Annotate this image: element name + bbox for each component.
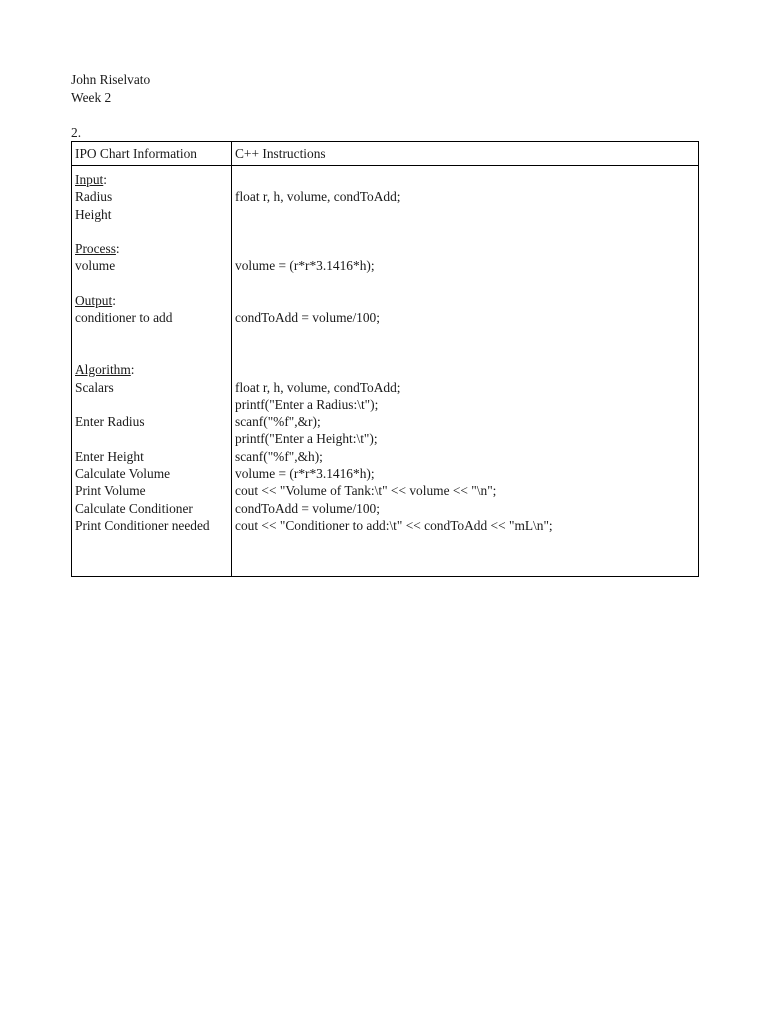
cpp-instructions-cell <box>232 166 699 577</box>
section-heading-colon: : <box>115 241 120 257</box>
table-row <box>72 166 699 577</box>
blank-line <box>75 275 231 292</box>
document-header <box>71 71 150 107</box>
blank-line <box>75 396 231 413</box>
code-line: condToAdd = volume/100; <box>235 500 380 516</box>
blank-line <box>235 223 698 240</box>
section-heading-colon: : <box>112 293 116 309</box>
blank-line <box>75 327 231 344</box>
ipo-item-calculate-volume: Calculate Volume <box>75 466 171 482</box>
code-line: scanf("%f",&h); <box>235 448 323 464</box>
ipo-item-print-volume: Print Volume <box>75 483 146 499</box>
section-heading-process <box>75 240 231 257</box>
ipo-chart-table <box>71 141 699 577</box>
ipo-item-height: Height <box>75 206 112 222</box>
code-line: cout << "Volume of Tank:\t" << volume << "\n"; <box>235 483 497 499</box>
section-heading-colon: : <box>103 172 107 187</box>
ipo-item-print-conditioner-needed: Print Conditioner needed <box>75 517 210 533</box>
ipo-item-radius: Radius <box>75 189 113 205</box>
code-line: volume = (r*r*3.1416*h); <box>235 466 375 482</box>
blank-line <box>75 344 231 361</box>
header-cpp-instructions: C++ Instructions <box>232 142 699 166</box>
code-line: float r, h, volume, condToAdd; <box>235 189 401 205</box>
code-line: condToAdd = volume/100; <box>235 310 380 326</box>
section-heading-label: Algorithm <box>75 362 131 378</box>
code-line: scanf("%f",&r); <box>235 414 321 430</box>
blank-line <box>235 240 698 257</box>
blank-line <box>75 223 231 240</box>
ipo-item-enter-radius: Enter Radius <box>75 414 145 430</box>
code-line: float r, h, volume, condToAdd; <box>235 379 401 395</box>
code-line: volume = (r*r*3.1416*h); <box>235 258 375 274</box>
ipo-item-enter-height: Enter Height <box>75 448 144 464</box>
ipo-item-volume: volume <box>75 258 116 274</box>
ipo-item-conditioner-to-add: conditioner to add <box>75 310 173 326</box>
section-heading-label: Input <box>75 172 104 187</box>
ipo-item-scalars: Scalars <box>75 379 114 395</box>
blank-line <box>235 206 698 223</box>
code-line: printf("Enter a Radius:\t"); <box>235 396 379 412</box>
week-label: Week 2 <box>71 90 112 105</box>
section-heading-output <box>75 292 231 309</box>
blank-line <box>235 171 698 188</box>
blank-line <box>235 292 698 309</box>
author-name: John Riselvato <box>71 72 151 87</box>
section-heading-algorithm <box>75 361 231 378</box>
blank-line <box>75 430 231 447</box>
section-heading-label: Process <box>75 241 116 257</box>
blank-line <box>235 327 698 344</box>
section-heading-label: Output <box>75 293 113 309</box>
blank-line <box>235 344 698 361</box>
question-number: 2. <box>71 125 82 140</box>
section-heading-input <box>75 171 231 188</box>
header-ipo-chart-information: IPO Chart Information <box>72 142 232 166</box>
ipo-item-calculate-conditioner: Calculate Conditioner <box>75 500 193 516</box>
code-line: printf("Enter a Height:\t"); <box>235 431 378 447</box>
section-heading-colon: : <box>130 362 135 378</box>
blank-line <box>235 275 698 292</box>
code-line: cout << "Conditioner to add:\t" << condToAdd << "mL\n"; <box>235 517 553 533</box>
table-header-row <box>72 142 699 166</box>
blank-line <box>235 361 698 378</box>
ipo-information-cell <box>72 166 232 577</box>
